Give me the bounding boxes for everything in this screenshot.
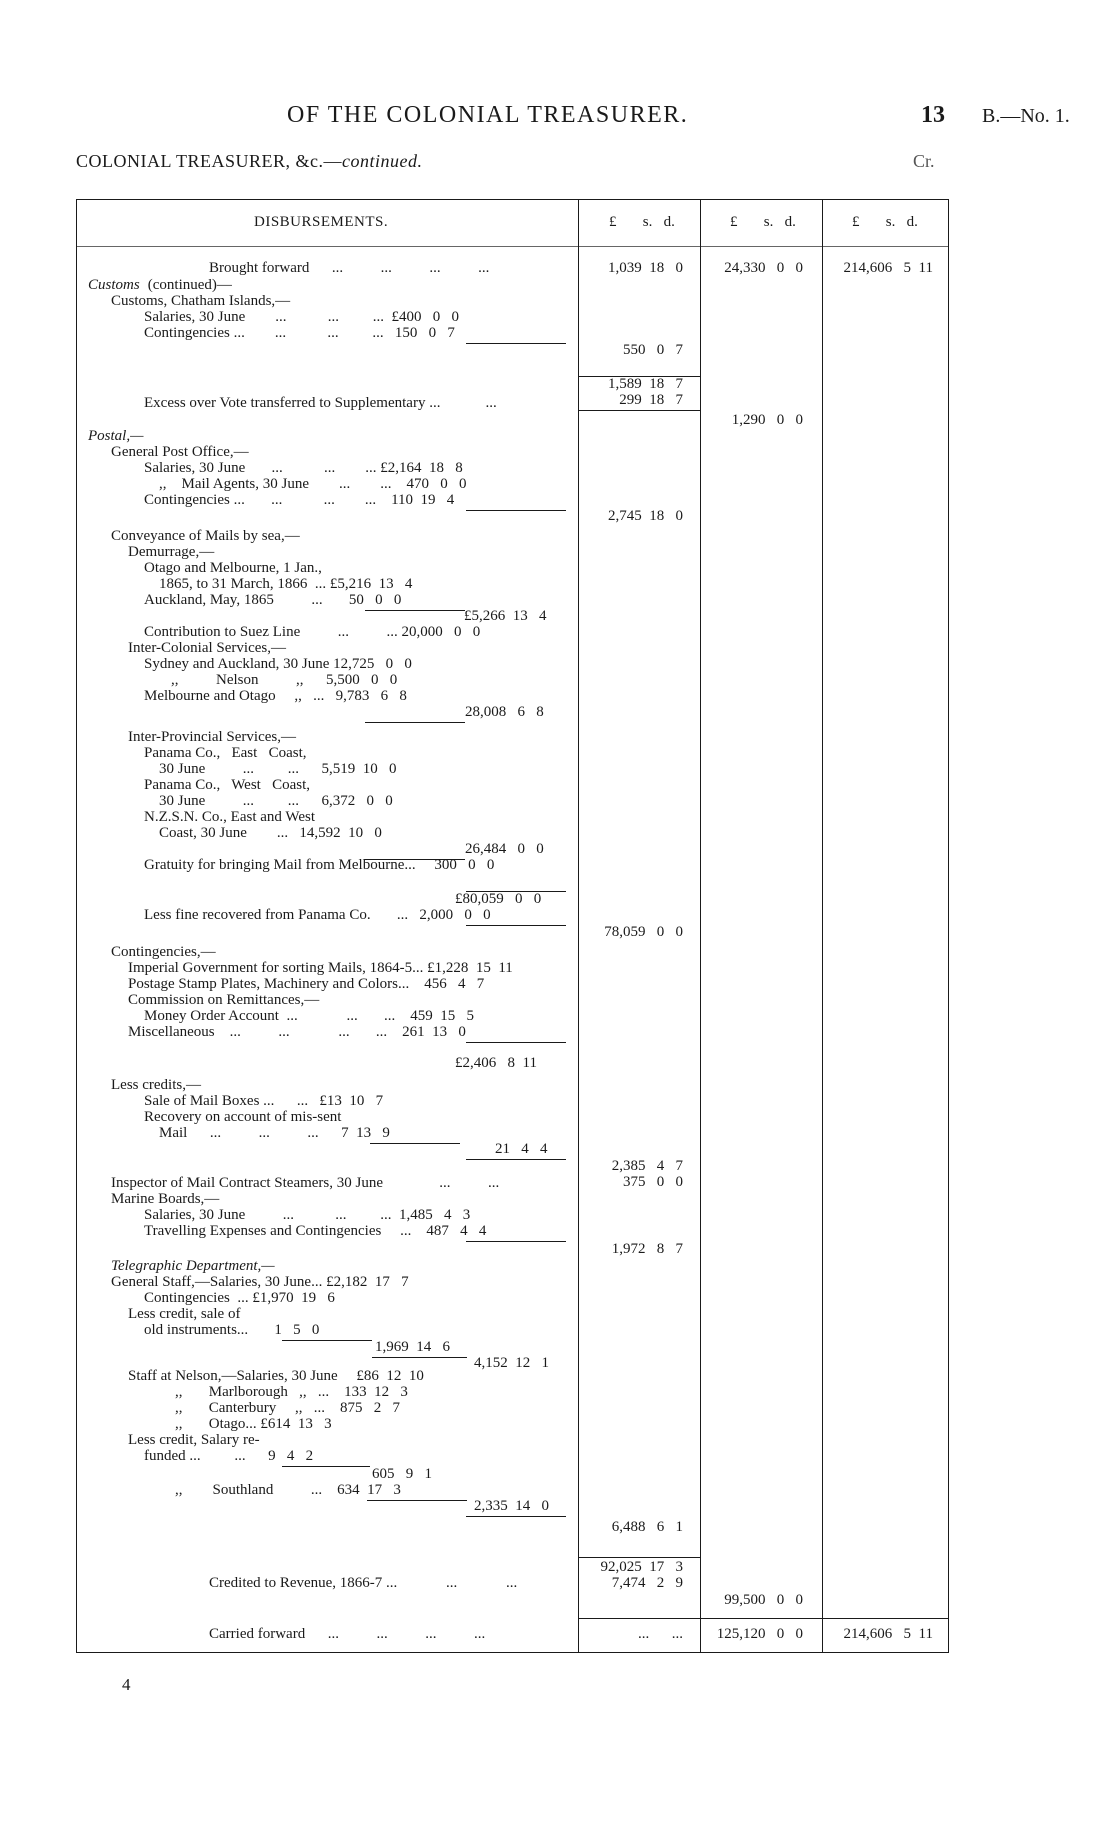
ledger-line: General Staff,—Salaries, 30 June... £2,182 17 7 <box>111 1274 409 1290</box>
ledger-line: Inspector of Mail Contract Steamers, 30 June ... ... <box>111 1175 500 1191</box>
col2-left-border <box>700 199 701 1653</box>
col2-value: 24,330 0 0 <box>724 260 803 276</box>
ledger-line: Contingencies,— <box>111 944 216 960</box>
ledger-line: £2,406 8 11 <box>455 1055 537 1071</box>
ledger-line: Sale of Mail Boxes ... ... £13 10 7 <box>144 1093 384 1109</box>
ledger-line: N.Z.S.N. Co., East and West <box>144 809 316 825</box>
disbursements-heading: DISBURSEMENTS. <box>254 214 389 230</box>
ledger-line: Gratuity for bringing Mail from Melbourne... 300 0 0 <box>144 857 495 873</box>
ledger-line: Less credits,— <box>111 1077 201 1093</box>
page-title: OF THE COLONIAL TREASURER. <box>287 102 689 128</box>
col3-left-border <box>822 199 823 1653</box>
ledger-line: Contingencies ... £1,970 19 6 <box>144 1290 335 1306</box>
ledger-line: Demurrage,— <box>128 544 215 560</box>
col3-value: 214,606 5 11 <box>843 1626 933 1642</box>
ledger-line: Marine Boards,— <box>111 1191 220 1207</box>
ledger-line: Postal,— <box>88 428 144 444</box>
ledger-line: Excess over Vote transferred to Supplementary ... ... <box>144 395 497 411</box>
col1-value: 2,745 18 0 <box>608 508 683 524</box>
ledger-line: 28,008 6 8 <box>465 704 544 720</box>
rule <box>578 410 700 411</box>
ledger-line: Carried forward ... ... ... ... <box>209 1626 486 1642</box>
ledger-line: Staff at Nelson,—Salaries, 30 June £86 12 10 <box>128 1368 424 1384</box>
col1-value: 92,025 17 3 <box>600 1559 683 1575</box>
ledger-line: Credited to Revenue, 1866-7 ... ... ... <box>209 1575 518 1591</box>
ledger-line: Customs, Chatham Islands,— <box>111 293 291 309</box>
rule <box>466 1516 566 1517</box>
ledger-line: Commission on Remittances,— <box>128 992 320 1008</box>
ledger-line: Travelling Expenses and Contingencies ... 487 4 4 <box>144 1223 487 1239</box>
ledger-line: Salaries, 30 June ... ... ... £2,164 18 8 <box>144 460 463 476</box>
col1-value: 7,474 2 9 <box>611 1575 683 1591</box>
ledger-line: Imperial Government for sorting Mails, 1864-5... £1,228 15 11 <box>128 960 513 976</box>
ledger-line: Salaries, 30 June ... ... ... 1,485 4 3 <box>144 1207 471 1223</box>
table-header-rule <box>76 246 949 247</box>
ledger-line: Panama Co., West Coast, <box>144 777 311 793</box>
document-reference: B.—No. 1. <box>982 105 1070 127</box>
col2-value: 1,290 0 0 <box>731 412 803 428</box>
col3-value: 214,606 5 11 <box>843 260 933 276</box>
ledger-line: Auckland, May, 1865 ... 50 0 0 <box>144 592 402 608</box>
rule <box>700 1618 822 1619</box>
ledger-line: General Post Office,— <box>111 444 249 460</box>
ledger-line: Contingencies ... ... ... ... 150 0 7 <box>144 325 455 341</box>
col1-value: 1,039 18 0 <box>608 260 683 276</box>
ledger-line: Contingencies ... ... ... ... 110 19 4 <box>144 492 455 508</box>
subtitle-text: COLONIAL TREASURER, &c.— <box>76 151 342 171</box>
rule <box>365 722 465 723</box>
ledger-line: ,, Marlborough ,, ... 133 12 3 <box>175 1384 408 1400</box>
rule <box>578 1618 700 1619</box>
page-number: 13 <box>921 102 945 128</box>
rule <box>282 1340 372 1341</box>
rule <box>367 1500 467 1501</box>
rule <box>466 343 566 344</box>
ledger-line: Melbourne and Otago ,, ... 9,783 6 8 <box>144 688 407 704</box>
col2-value: 99,500 0 0 <box>724 1592 803 1608</box>
col1-left-border <box>578 199 579 1653</box>
col1-value: 1,972 8 7 <box>611 1241 683 1257</box>
rule <box>282 1466 370 1467</box>
ledger-line: ,, Mail Agents, 30 June ... ... 470 0 0 <box>159 476 467 492</box>
rule <box>365 610 465 611</box>
col1-value: 1,589 18 7 <box>608 376 683 392</box>
col1-value: 2,385 4 7 <box>611 1158 683 1174</box>
ledger-line: Mail ... ... ... 7 13 9 <box>159 1125 390 1141</box>
ledger-line: Postage Stamp Plates, Machinery and Colors... 456 4 7 <box>128 976 485 992</box>
ledger-line: Brought forward ... ... ... ... <box>209 260 490 276</box>
credit-marker: Cr. <box>913 151 935 171</box>
ledger-line: Panama Co., East Coast, <box>144 745 307 761</box>
ledger-line: £5,266 13 4 <box>464 608 547 624</box>
col3-heading: £ s. d. <box>852 214 918 230</box>
ledger-line: 1,969 14 6 <box>375 1339 450 1355</box>
rule <box>370 1143 460 1144</box>
ledger-line: Conveyance of Mails by sea,— <box>111 528 300 544</box>
rule <box>372 1357 467 1358</box>
rule <box>822 1618 948 1619</box>
table-right-border <box>948 199 949 1653</box>
rule <box>466 925 566 926</box>
rule <box>466 1159 566 1160</box>
col2-value: 125,120 0 0 <box>716 1626 803 1642</box>
ledger-line: Customs <box>88 277 140 293</box>
ledger-line: 26,484 0 0 <box>465 841 544 857</box>
rule <box>578 1557 700 1558</box>
ledger-line: Otago and Melbourne, 1 Jan., <box>144 560 322 576</box>
ledger-line: Less credit, Salary re- <box>128 1432 260 1448</box>
ledger-line: Inter-Colonial Services,— <box>128 640 286 656</box>
ledger-line: Contribution to Suez Line ... ... 20,000 0 0 <box>144 624 481 640</box>
footer-page-mark: 4 <box>122 1675 131 1694</box>
rule <box>466 510 566 511</box>
ledger-line: 1865, to 31 March, 1866 ... £5,216 13 4 <box>159 576 413 592</box>
ledger-line: Money Order Account ... ... ... 459 15 5 <box>144 1008 474 1024</box>
ledger-line: 30 June ... ... 5,519 10 0 <box>159 761 397 777</box>
ledger-line: ,, Southland ... 634 17 3 <box>175 1482 401 1498</box>
ledger-line: Inter-Provincial Services,— <box>128 729 296 745</box>
ledger-line: (continued)— <box>144 277 232 293</box>
ledger-line: £80,059 0 0 <box>455 891 542 907</box>
rule <box>466 1241 566 1242</box>
col1-heading: £ s. d. <box>609 214 675 230</box>
table-top-rule <box>76 199 949 200</box>
ledger-line: 4,152 12 1 <box>474 1355 549 1371</box>
ledger-line: 605 9 1 <box>372 1466 432 1482</box>
col1-value: 78,059 0 0 <box>604 924 683 940</box>
ledger-line: Less fine recovered from Panama Co. ... 2,000 0 0 <box>144 907 491 923</box>
ledger-line: Telegraphic Department,— <box>111 1258 275 1274</box>
ledger-line: Coast, 30 June ... 14,592 10 0 <box>159 825 382 841</box>
ledger-line: old instruments... 1 5 0 <box>144 1322 320 1338</box>
table-left-border <box>76 199 77 1653</box>
subtitle-continued: continued. <box>342 151 423 171</box>
col1-value: ... ... <box>638 1626 683 1642</box>
ledger-line: Sydney and Auckland, 30 June 12,725 0 0 <box>144 656 412 672</box>
table-bottom-rule <box>76 1652 949 1653</box>
ledger-line: 2,335 14 0 <box>474 1498 549 1514</box>
ledger-line: 21 4 4 <box>495 1141 548 1157</box>
section-subtitle <box>76 152 422 170</box>
col1-value: 6,488 6 1 <box>611 1519 683 1535</box>
rule <box>466 1042 566 1043</box>
ledger-line: Miscellaneous ... ... ... ... 261 13 0 <box>128 1024 466 1040</box>
ledger-line: ,, Otago... £614 13 3 <box>175 1416 332 1432</box>
ledger-line: Salaries, 30 June ... ... ... £400 0 0 <box>144 309 459 325</box>
ledger-line: funded ... ... 9 4 2 <box>144 1448 314 1464</box>
ledger-line: Less credit, sale of <box>128 1306 241 1322</box>
ledger-line: ,, Canterbury ,, ... 875 2 7 <box>175 1400 400 1416</box>
ledger-line: Recovery on account of mis-sent <box>144 1109 342 1125</box>
ledger-line: ,, Nelson ,, 5,500 0 0 <box>171 672 398 688</box>
col1-value: 375 0 0 <box>623 1174 683 1190</box>
col1-value: 550 0 7 <box>623 342 683 358</box>
ledger-line: 30 June ... ... 6,372 0 0 <box>159 793 393 809</box>
col2-heading: £ s. d. <box>730 214 796 230</box>
col1-value: 299 18 7 <box>619 392 683 408</box>
